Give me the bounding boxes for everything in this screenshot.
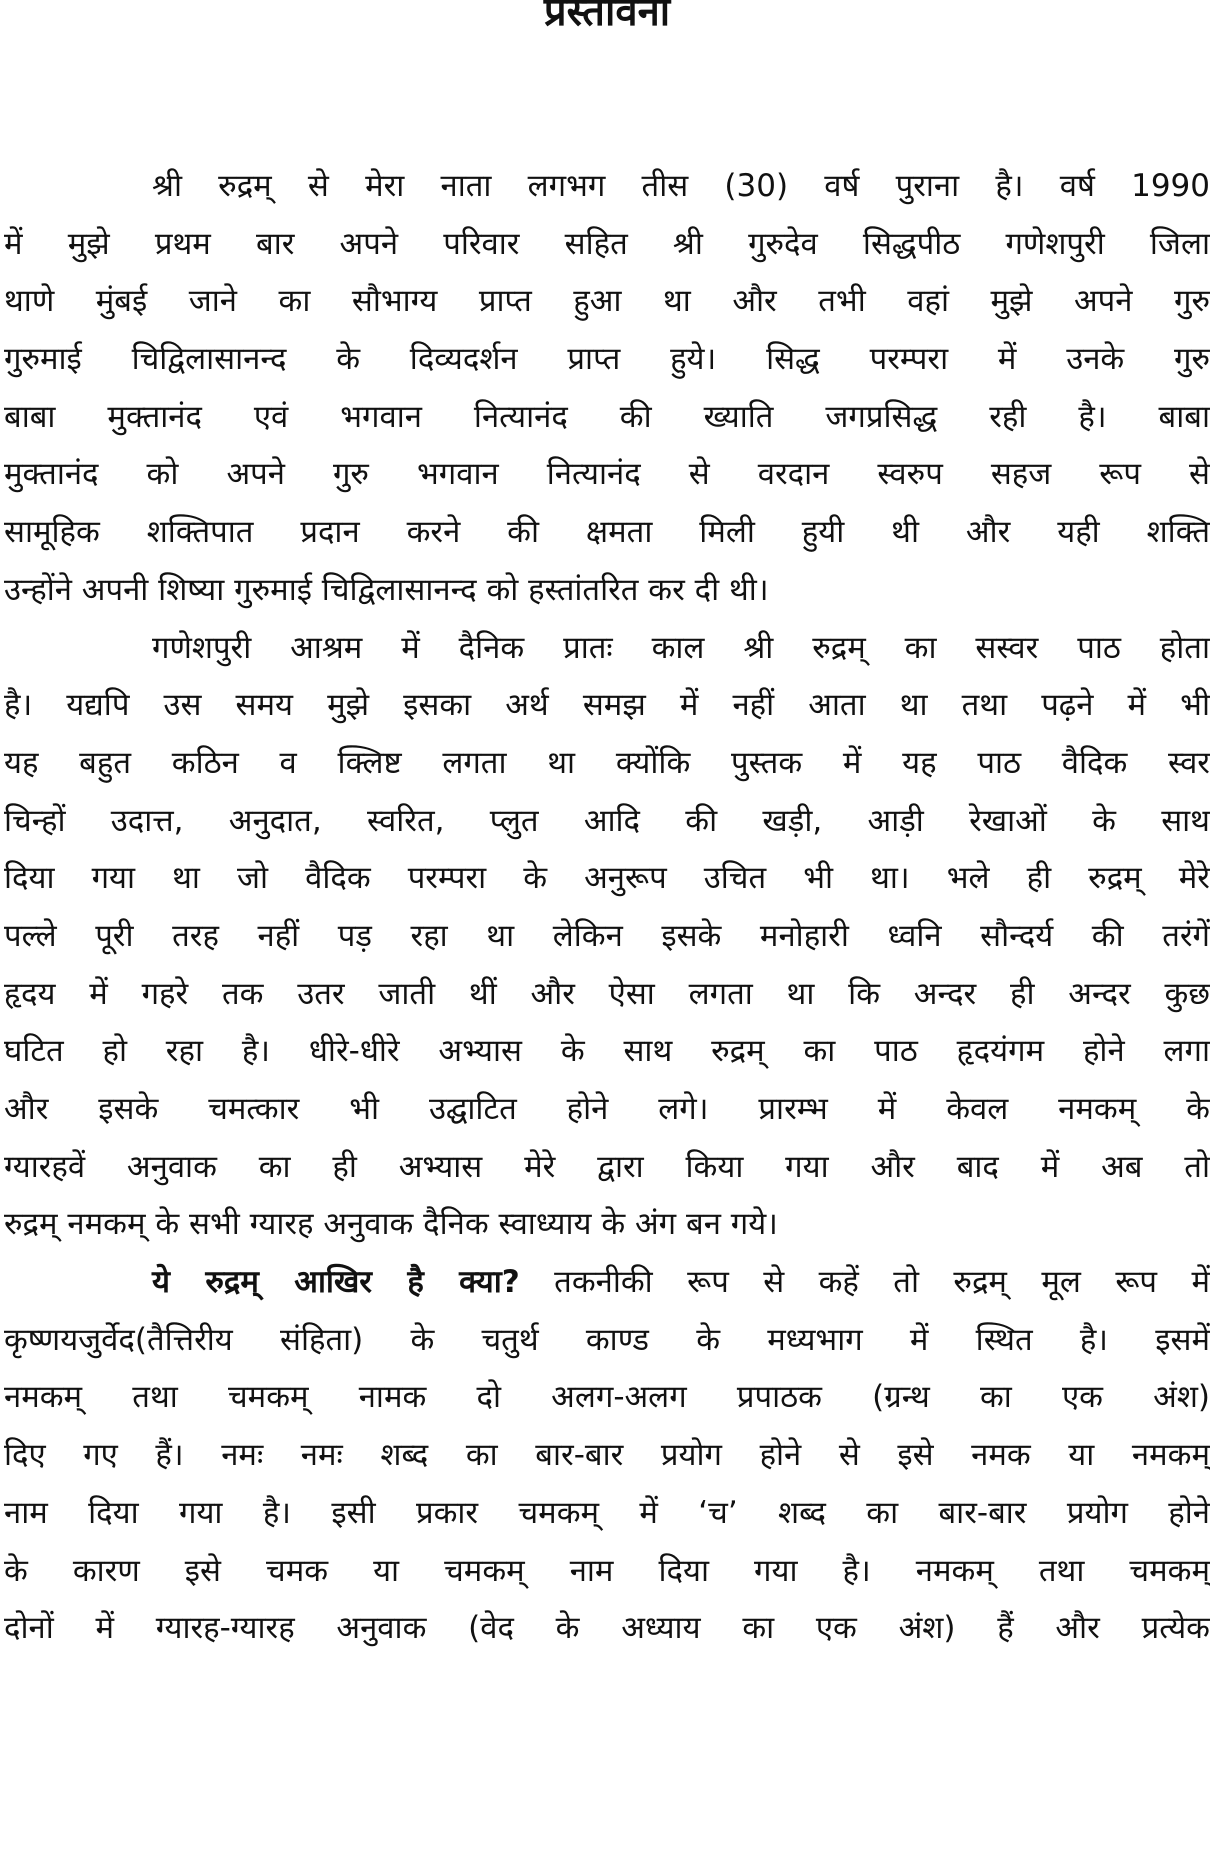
text-line: घटित हो रहा है। धीरे-धीरे अभ्यास के साथ रुद्रम् का पाठ हृदयंगम होने लगा: [4, 1033, 1210, 1070]
text-line: चिन्हों उदात्त, अनुदात, स्वरित, प्लुत आदि की खड़ी, आड़ी रेखाओं के साथ: [4, 802, 1210, 839]
text-line: कृष्णयजुर्वेद(तैत्तिरीय संहिता) के चतुर्थ काण्ड के मध्यभाग में स्थित है। इसमें: [4, 1321, 1210, 1358]
text-line: में मुझे प्रथम बार अपने परिवार सहित श्री गुरुदेव सिद्धपीठ गणेशपुरी जिला: [4, 225, 1210, 262]
text-line: नाम दिया गया है। इसी प्रकार चमकम् में ‘च’ शब्द का बार-बार प्रयोग होने: [4, 1494, 1210, 1531]
text-line: [4, 1254, 1210, 1312]
paragraph-3: [4, 1254, 1210, 1658]
text-line: गुरुमाई चिद्विलासानन्द के दिव्यदर्शन प्राप्त हुये। सिद्ध परम्परा में उनके गुरु: [4, 341, 1210, 378]
text-line: सामूहिक शक्तिपात प्रदान करने की क्षमता मिली हुयी थी और यही शक्ति: [4, 514, 1210, 551]
text-line: उन्होंने अपनी शिष्या गुरुमाई चिद्विलासानन्द को हस्तांतरित कर दी थी।: [4, 571, 769, 608]
text-span: तकनीकी रूप से कहें तो रुद्रम् मूल रूप में: [519, 1264, 1210, 1301]
text-line: नमकम् तथा चमकम् नामक दो अलग-अलग प्रपाठक (ग्रन्थ का एक अंश): [4, 1379, 1210, 1416]
text-line: के कारण इसे चमक या चमकम् नाम दिया गया है। नमकम् तथा चमकम्: [4, 1552, 1210, 1589]
text-line: पल्ले पूरी तरह नहीं पड़ रहा था लेकिन इसके मनोहारी ध्वनि सौन्दर्य की तरंगें: [4, 917, 1210, 954]
text-line: हृदय में गहरे तक उतर जाती थीं और ऐसा लगता था कि अन्दर ही अन्दर कुछ: [4, 975, 1210, 1012]
document-body: [4, 158, 1210, 1658]
text-line: बाबा मुक्तानंद एवं भगवान नित्यानंद की ख्याति जगप्रसिद्ध रही है। बाबा: [4, 398, 1210, 435]
paragraph-2: [4, 620, 1210, 1255]
text-line: है। यद्यपि उस समय मुझे इसका अर्थ समझ में नहीं आता था तथा पढ़ने में भी: [4, 687, 1210, 724]
text-line: दिया गया था जो वैदिक परम्परा के अनुरूप उचित भी था। भले ही रुद्रम् मेरे: [4, 860, 1210, 897]
text-line: दिए गए हैं। नमः नमः शब्द का बार-बार प्रयोग होने से इसे नमक या नमकम्: [4, 1437, 1210, 1474]
bold-question: ये रुद्रम् आखिर है क्या?: [152, 1264, 520, 1301]
page-title: प्रस्तावना: [543, 0, 671, 35]
text-line: श्री रुद्रम् से मेरा नाता लगभग तीस (30) वर्ष पुराना है। वर्ष 1990: [152, 168, 1210, 204]
text-line: गणेशपुरी आश्रम में दैनिक प्रातः काल श्री रुद्रम् का सस्वर पाठ होता: [152, 629, 1210, 666]
text-line: यह बहुत कठिन व क्लिष्ट लगता था क्योंकि पुस्तक में यह पाठ वैदिक स्वर: [4, 744, 1210, 781]
paragraph-1: [4, 158, 1210, 620]
text-line: रुद्रम् नमकम् के सभी ग्यारह अनुवाक दैनिक स्वाध्याय के अंग बन गये।: [4, 1206, 778, 1243]
text-line: और इसके चमत्कार भी उद्घाटित होने लगे। प्रारम्भ में केवल नमकम् के: [4, 1091, 1210, 1127]
text-line: ग्यारहवें अनुवाक का ही अभ्यास मेरे द्वारा किया गया और बाद में अब तो: [4, 1148, 1210, 1185]
text-line: मुक्तानंद को अपने गुरु भगवान नित्यानंद से वरदान स्वरुप सहज रूप से: [4, 456, 1210, 493]
text-line: दोनों में ग्यारह-ग्यारह अनुवाक (वेद के अध्याय का एक अंश) हैं और प्रत्येक: [4, 1610, 1210, 1647]
text-line: थाणे मुंबई जाने का सौभाग्य प्राप्त हुआ था और तभी वहां मुझे अपने गुरु: [4, 283, 1210, 320]
